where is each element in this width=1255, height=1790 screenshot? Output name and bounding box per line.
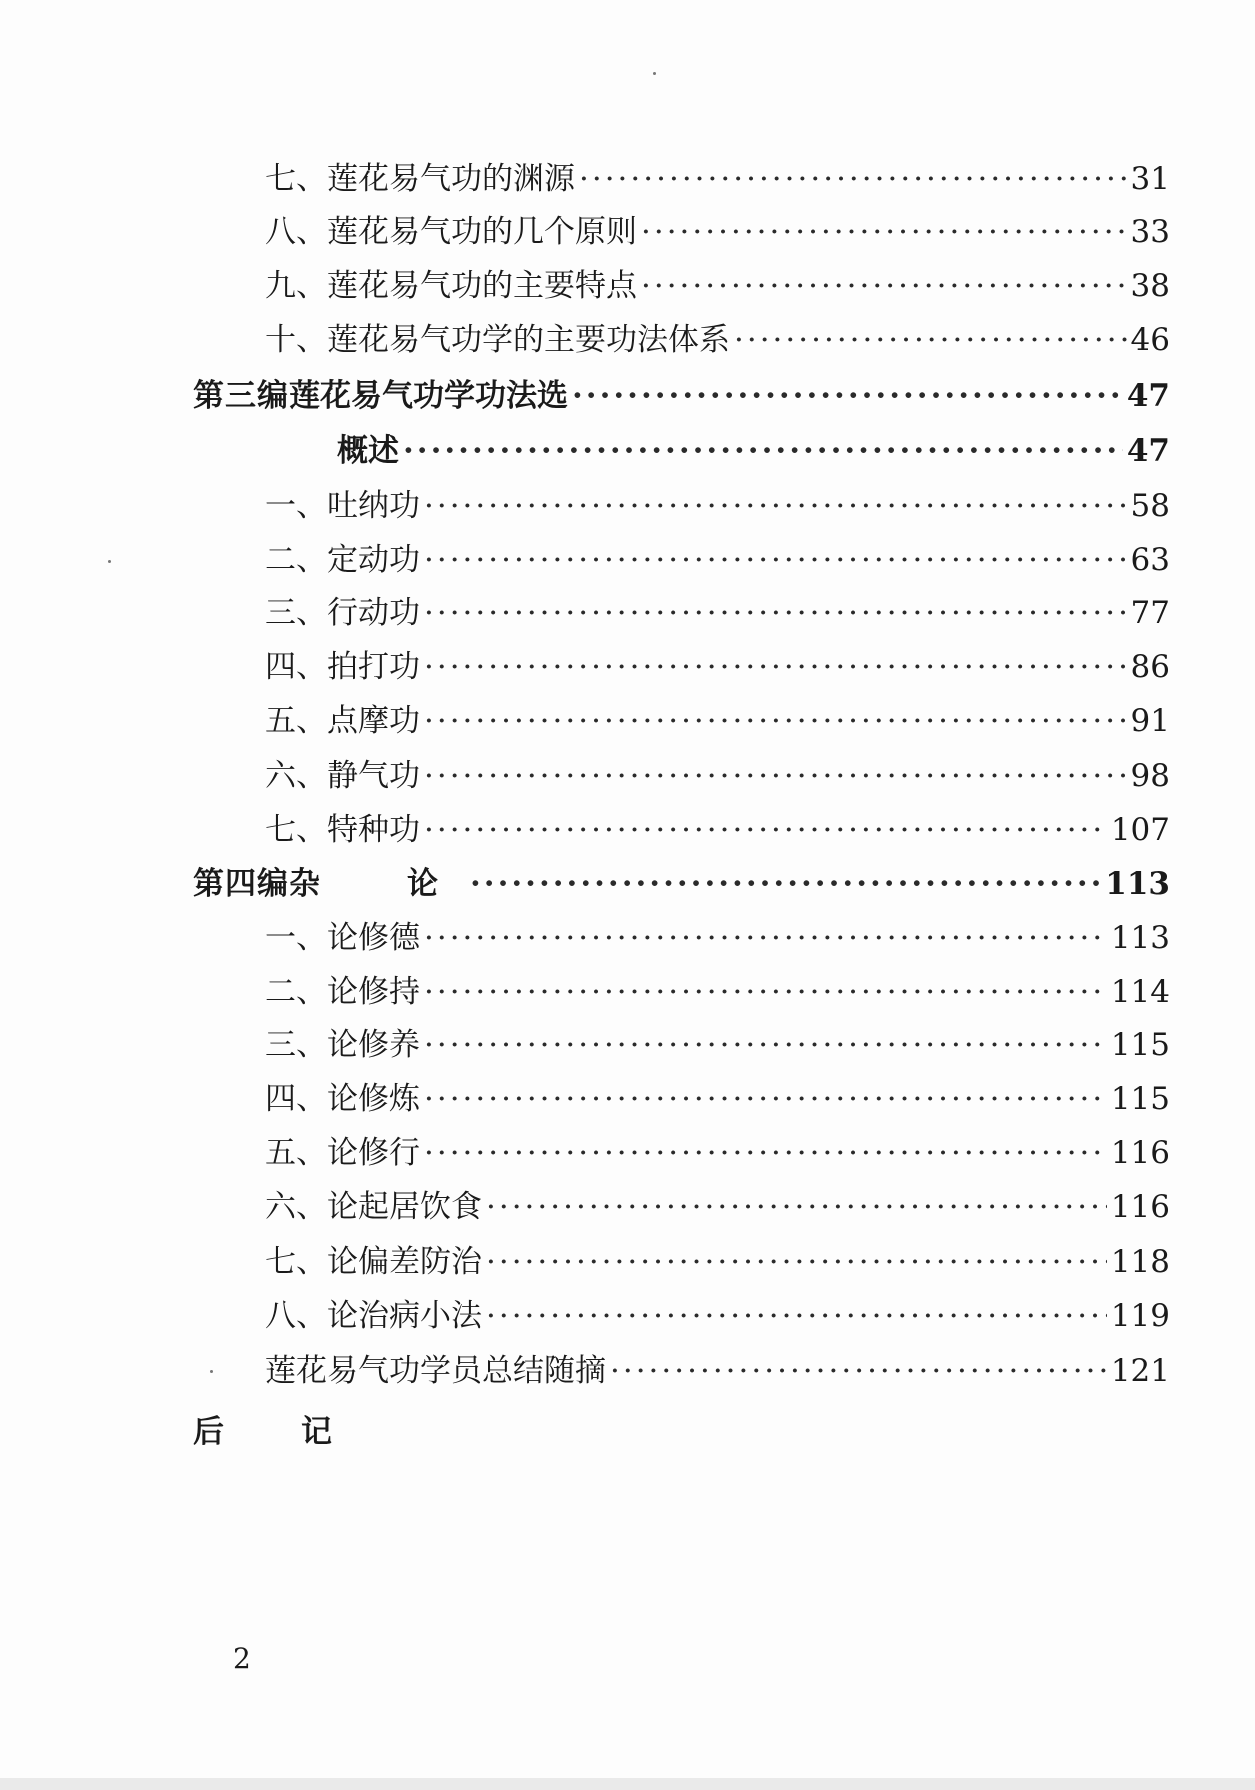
entry-title: 论修养 [327, 1027, 420, 1063]
entry-page-number: 46 [1130, 322, 1170, 358]
entry-page-number: 116 [1110, 1189, 1170, 1225]
entry-number: 八、 [265, 214, 327, 250]
entry-page-number: 31 [1130, 161, 1170, 197]
toc-part-heading[interactable] [193, 860, 1170, 908]
entry-page-number: 118 [1110, 1244, 1170, 1280]
page-bottom-edge [0, 1778, 1255, 1790]
entry-title: 论偏差防治 [327, 1244, 482, 1280]
toc-entry[interactable] [265, 208, 1170, 256]
entry-page-number: 38 [1130, 268, 1170, 304]
entry-title: 拍打功 [327, 649, 420, 685]
toc-entry[interactable] [265, 155, 1170, 203]
entry-page-number: 114 [1110, 974, 1170, 1010]
leader-dots [486, 1292, 1107, 1340]
entry-title: 莲花易气功的渊源 [327, 161, 575, 197]
toc-entry[interactable] [265, 262, 1170, 310]
entry-number: 八、 [265, 1298, 327, 1334]
entry-title: 特种功 [327, 812, 420, 848]
toc-entry[interactable] [265, 589, 1170, 637]
toc-entry[interactable] [265, 316, 1170, 364]
toc-entry[interactable] [265, 806, 1170, 854]
leader-dots [579, 155, 1127, 203]
entry-page-number: 33 [1130, 214, 1170, 250]
leader-dots [424, 752, 1127, 800]
leader-dots [572, 372, 1123, 420]
entry-number: 七、 [265, 161, 327, 197]
leader-dots [424, 968, 1107, 1016]
entry-page-number: 107 [1110, 812, 1170, 848]
entry-title: 论修德 [327, 920, 420, 956]
leader-dots [424, 1021, 1107, 1069]
leader-dots [486, 1238, 1107, 1286]
entry-title: 论起居饮食 [327, 1189, 482, 1225]
entry-title: 定动功 [327, 542, 420, 578]
entry-number: 三、 [265, 595, 327, 631]
entry-title: 论修炼 [327, 1081, 420, 1117]
leader-dots [424, 643, 1127, 691]
entry-number: 六、 [265, 758, 327, 794]
entry-number: 四、 [265, 649, 327, 685]
toc-entry[interactable] [265, 1183, 1170, 1231]
leader-dots [424, 1129, 1107, 1177]
entry-page-number: 58 [1130, 488, 1170, 524]
entry-number: 一、 [265, 920, 327, 956]
toc-entry[interactable] [265, 482, 1170, 530]
toc-entry[interactable] [265, 1347, 1170, 1395]
entry-page-number: 113 [1110, 920, 1170, 956]
entry-title: 点摩功 [327, 703, 420, 739]
leader-dots [424, 697, 1127, 745]
toc-entry[interactable] [265, 643, 1170, 691]
entry-number: 三、 [265, 1027, 327, 1063]
entry-page-number: 121 [1110, 1353, 1170, 1389]
entry-title: 概述 [337, 433, 399, 469]
leader-dots [424, 482, 1127, 530]
entry-page-number: 47 [1126, 433, 1170, 469]
leader-dots [424, 536, 1127, 584]
afterword-char-1: 后 [193, 1414, 224, 1450]
scan-speck [653, 72, 656, 75]
scan-speck [108, 560, 111, 563]
leader-dots [424, 806, 1107, 854]
entry-number: 五、 [265, 703, 327, 739]
toc-afterword[interactable] [193, 1408, 493, 1456]
entry-page-number: 115 [1110, 1081, 1170, 1117]
entry-number: 七、 [265, 1244, 327, 1280]
entry-title: 静气功 [327, 758, 420, 794]
toc-part-heading[interactable] [193, 372, 1170, 420]
entry-page-number: 86 [1130, 649, 1170, 685]
entry-title: 莲花易气功学员总结随摘 [265, 1353, 606, 1389]
entry-number: 六、 [265, 1189, 327, 1225]
entry-title: 莲花易气功的主要特点 [327, 268, 637, 304]
entry-page-number: 119 [1110, 1298, 1170, 1334]
entry-title: 行动功 [327, 595, 420, 631]
toc-entry[interactable] [265, 968, 1170, 1016]
leader-dots [424, 589, 1127, 637]
leader-dots [641, 262, 1127, 310]
entry-number: 二、 [265, 974, 327, 1010]
entry-page-number: 91 [1130, 703, 1170, 739]
entry-title: 莲花易气功学的主要功法体系 [327, 322, 730, 358]
leader-dots [641, 208, 1127, 256]
toc-entry[interactable] [265, 752, 1170, 800]
toc-entry[interactable] [265, 697, 1170, 745]
entry-page-number: 113 [1105, 866, 1170, 902]
entry-page-number: 115 [1110, 1027, 1170, 1063]
scan-speck [210, 1370, 213, 1373]
leader-dots [486, 1183, 1107, 1231]
entry-page-number: 116 [1110, 1135, 1170, 1171]
entry-title: 吐纳功 [327, 488, 420, 524]
leader-dots [403, 427, 1123, 475]
entry-page-number: 77 [1130, 595, 1170, 631]
toc-entry[interactable] [265, 1238, 1170, 1286]
entry-number: 四、 [265, 1081, 327, 1117]
entry-page-number: 63 [1130, 542, 1170, 578]
part-title: 杂 论 [289, 866, 466, 902]
entry-number: 十、 [265, 322, 327, 358]
leader-dots [734, 316, 1127, 364]
entry-title: 论修行 [327, 1135, 420, 1171]
toc-entry[interactable] [265, 914, 1170, 962]
page-number: 2 [233, 1642, 251, 1675]
leader-dots [424, 914, 1107, 962]
entry-number: 二、 [265, 542, 327, 578]
toc-entry[interactable] [265, 1075, 1170, 1123]
entry-number: 九、 [265, 268, 327, 304]
entry-number: 五、 [265, 1135, 327, 1171]
toc-entry[interactable] [337, 427, 1170, 475]
toc-entry[interactable] [265, 1292, 1170, 1340]
leader-dots [610, 1347, 1107, 1395]
part-title: 莲花易气功学功法选 [289, 378, 568, 414]
afterword-char-2: 记 [301, 1414, 332, 1450]
toc-entry[interactable] [265, 536, 1170, 584]
entry-title: 莲花易气功的几个原则 [327, 214, 637, 250]
leader-dots [424, 1075, 1107, 1123]
entry-number: 七、 [265, 812, 327, 848]
part-number: 第四编 [193, 866, 289, 902]
entry-page-number: 98 [1130, 758, 1170, 794]
entry-title: 论修持 [327, 974, 420, 1010]
entry-page-number: 47 [1126, 378, 1170, 414]
leader-dots [470, 860, 1101, 908]
entry-number: 一、 [265, 488, 327, 524]
part-number: 第三编 [193, 378, 289, 414]
entry-title: 论治病小法 [327, 1298, 482, 1334]
toc-entry[interactable] [265, 1129, 1170, 1177]
toc-entry[interactable] [265, 1021, 1170, 1069]
